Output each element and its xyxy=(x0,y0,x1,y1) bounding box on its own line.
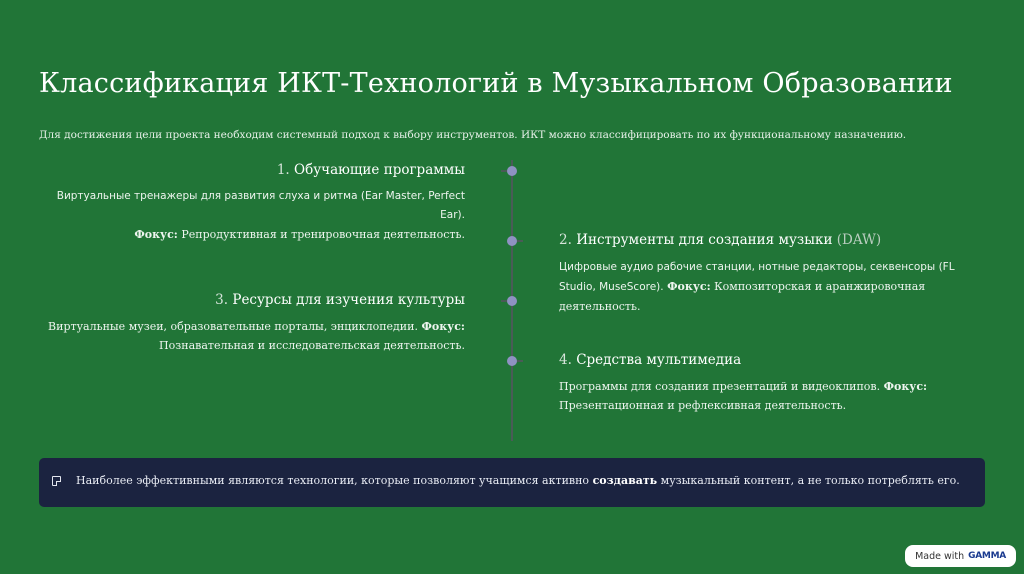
item-3-body xyxy=(45,317,465,355)
item-1-focus-text: Репродуктивная и тренировочная деятельность. xyxy=(181,228,465,241)
callout-text-end: музыкальный контент, а не только потреблять его. xyxy=(660,474,960,487)
item-4-body xyxy=(559,377,989,415)
item-1-heading xyxy=(277,162,465,178)
callout-box xyxy=(39,458,985,507)
callout-text-start: Наиболее эффективными являются технологии, которые позволяют учащимся активно xyxy=(76,474,590,487)
callout-text xyxy=(76,474,960,487)
page-title: Классификация ИКТ-Технологий в Музыкальном Образовании xyxy=(39,68,953,99)
gamma-logo: GAMMA xyxy=(968,551,1006,561)
timeline-dot-3 xyxy=(507,296,517,306)
item-4-focus-label: Фокус: xyxy=(883,380,928,393)
item-2-number: 2. xyxy=(559,232,572,248)
item-1-focus-label: Фокус: xyxy=(134,228,178,241)
item-4-number: 4. xyxy=(559,352,572,368)
page-subtitle: Для достижения цели проекта необходим системный подход к выбору инструментов. ИКТ можно классифицировать по их функциональному назначению. xyxy=(39,129,907,141)
item-3-focus-label: Фокус: xyxy=(421,320,465,333)
item-2-body xyxy=(559,257,989,316)
note-icon xyxy=(52,476,61,486)
item-1-number: 1. xyxy=(276,162,290,178)
timeline-dot-1 xyxy=(507,166,517,176)
item-1-title: Обучающие программы xyxy=(294,162,465,178)
badge-label: Made with xyxy=(915,550,965,562)
item-2-heading xyxy=(559,232,881,248)
callout-text-bold: создавать xyxy=(592,474,658,487)
item-4-title: Средства мультимедиа xyxy=(576,352,742,368)
item-2-tag: (DAW) xyxy=(836,232,882,248)
item-3-description: Виртуальные музеи, образовательные порталы, энциклопедии. xyxy=(48,320,418,333)
item-3-number: 3. xyxy=(215,292,229,308)
timeline-dot-4 xyxy=(507,356,517,366)
made-with-gamma-badge[interactable] xyxy=(905,545,1016,567)
item-4-focus-text: Презентационная и рефлексивная деятельность. xyxy=(559,399,847,412)
item-4-heading xyxy=(559,352,741,368)
item-2-title: Инструменты для создания музыки xyxy=(576,232,833,248)
item-3-focus-text: Познавательная и исследовательская деятельность. xyxy=(159,339,465,352)
item-2-focus-label: Фокус: xyxy=(667,280,711,293)
item-3-title: Ресурсы для изучения культуры xyxy=(232,292,465,308)
item-2-focus-text: Композиторская и аранжировочная деятельность. xyxy=(559,280,926,313)
item-3-heading xyxy=(215,292,465,308)
item-2-description: Цифровые аудио рабочие станции, нотные редакторы, секвенсоры (FL Studio, MuseScore). xyxy=(559,261,955,293)
item-1-description: Виртуальные тренажеры для развития слуха и ритма (Ear Master, Perfect Ear). xyxy=(56,190,465,221)
item-4-description: Программы для создания презентаций и видеоклипов. xyxy=(559,380,881,393)
item-1-body xyxy=(45,187,465,244)
timeline-dot-2 xyxy=(507,236,517,246)
